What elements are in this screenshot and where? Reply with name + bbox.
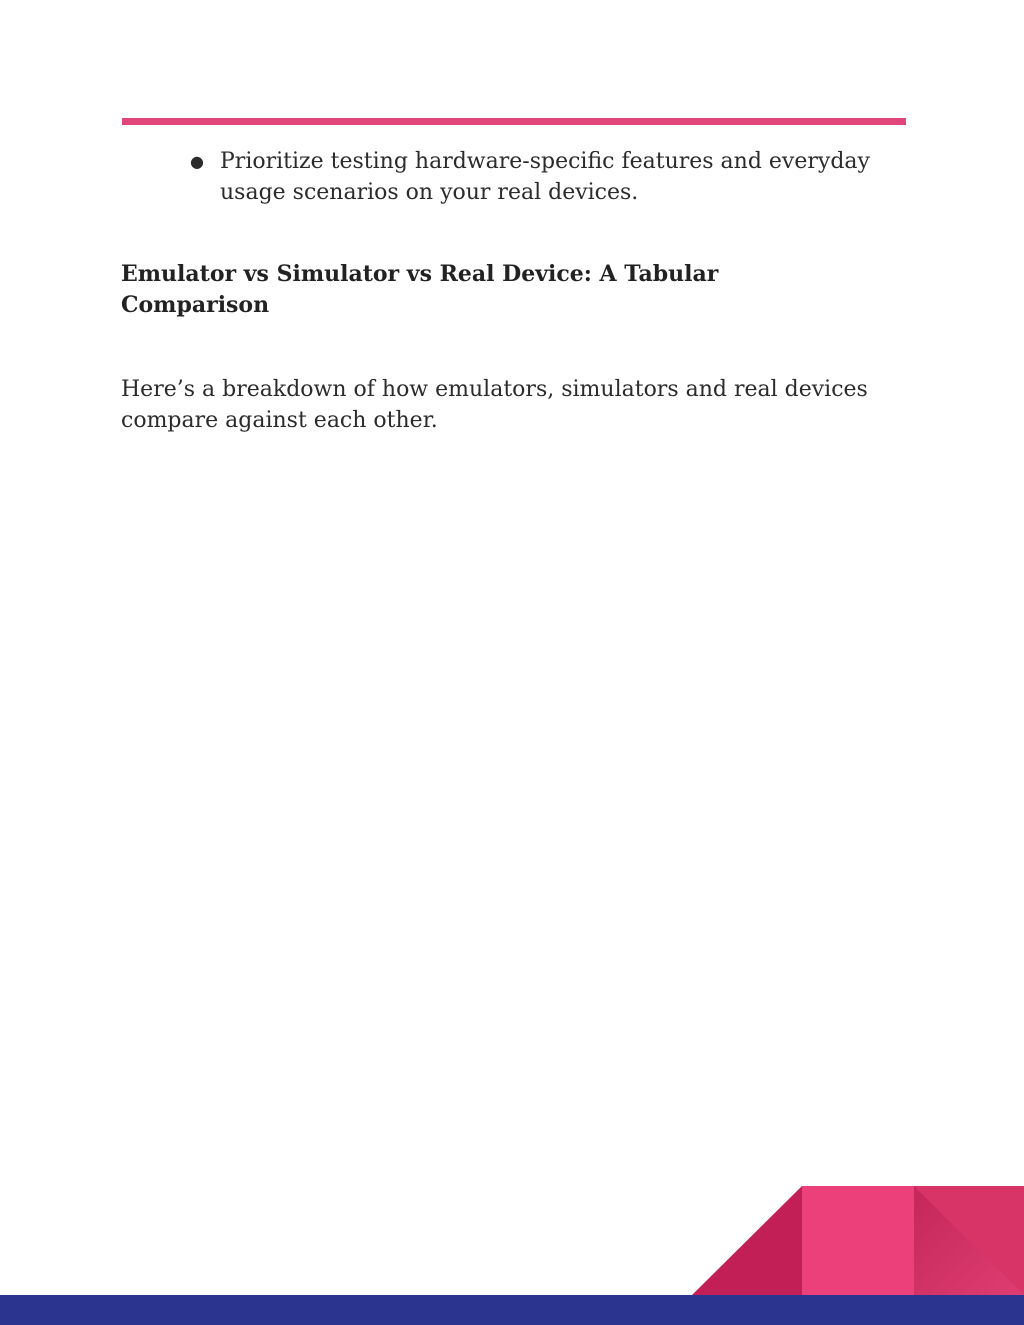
body-paragraph: Here’s a breakdown of how emulators, simulators and real devices compare against each other. <box>121 377 868 433</box>
bullet-text: Prioritize testing hardware-specific features and everyday usage scenarios on your real devices. <box>220 149 870 205</box>
corner-block-light <box>802 1186 914 1295</box>
corner-triangle-dark <box>692 1186 802 1295</box>
bullet-icon: ● <box>190 152 204 171</box>
footer-navy-bar <box>0 1295 1024 1325</box>
section-heading: Emulator vs Simulator vs Real Device: A Tabular Comparison <box>121 261 719 318</box>
